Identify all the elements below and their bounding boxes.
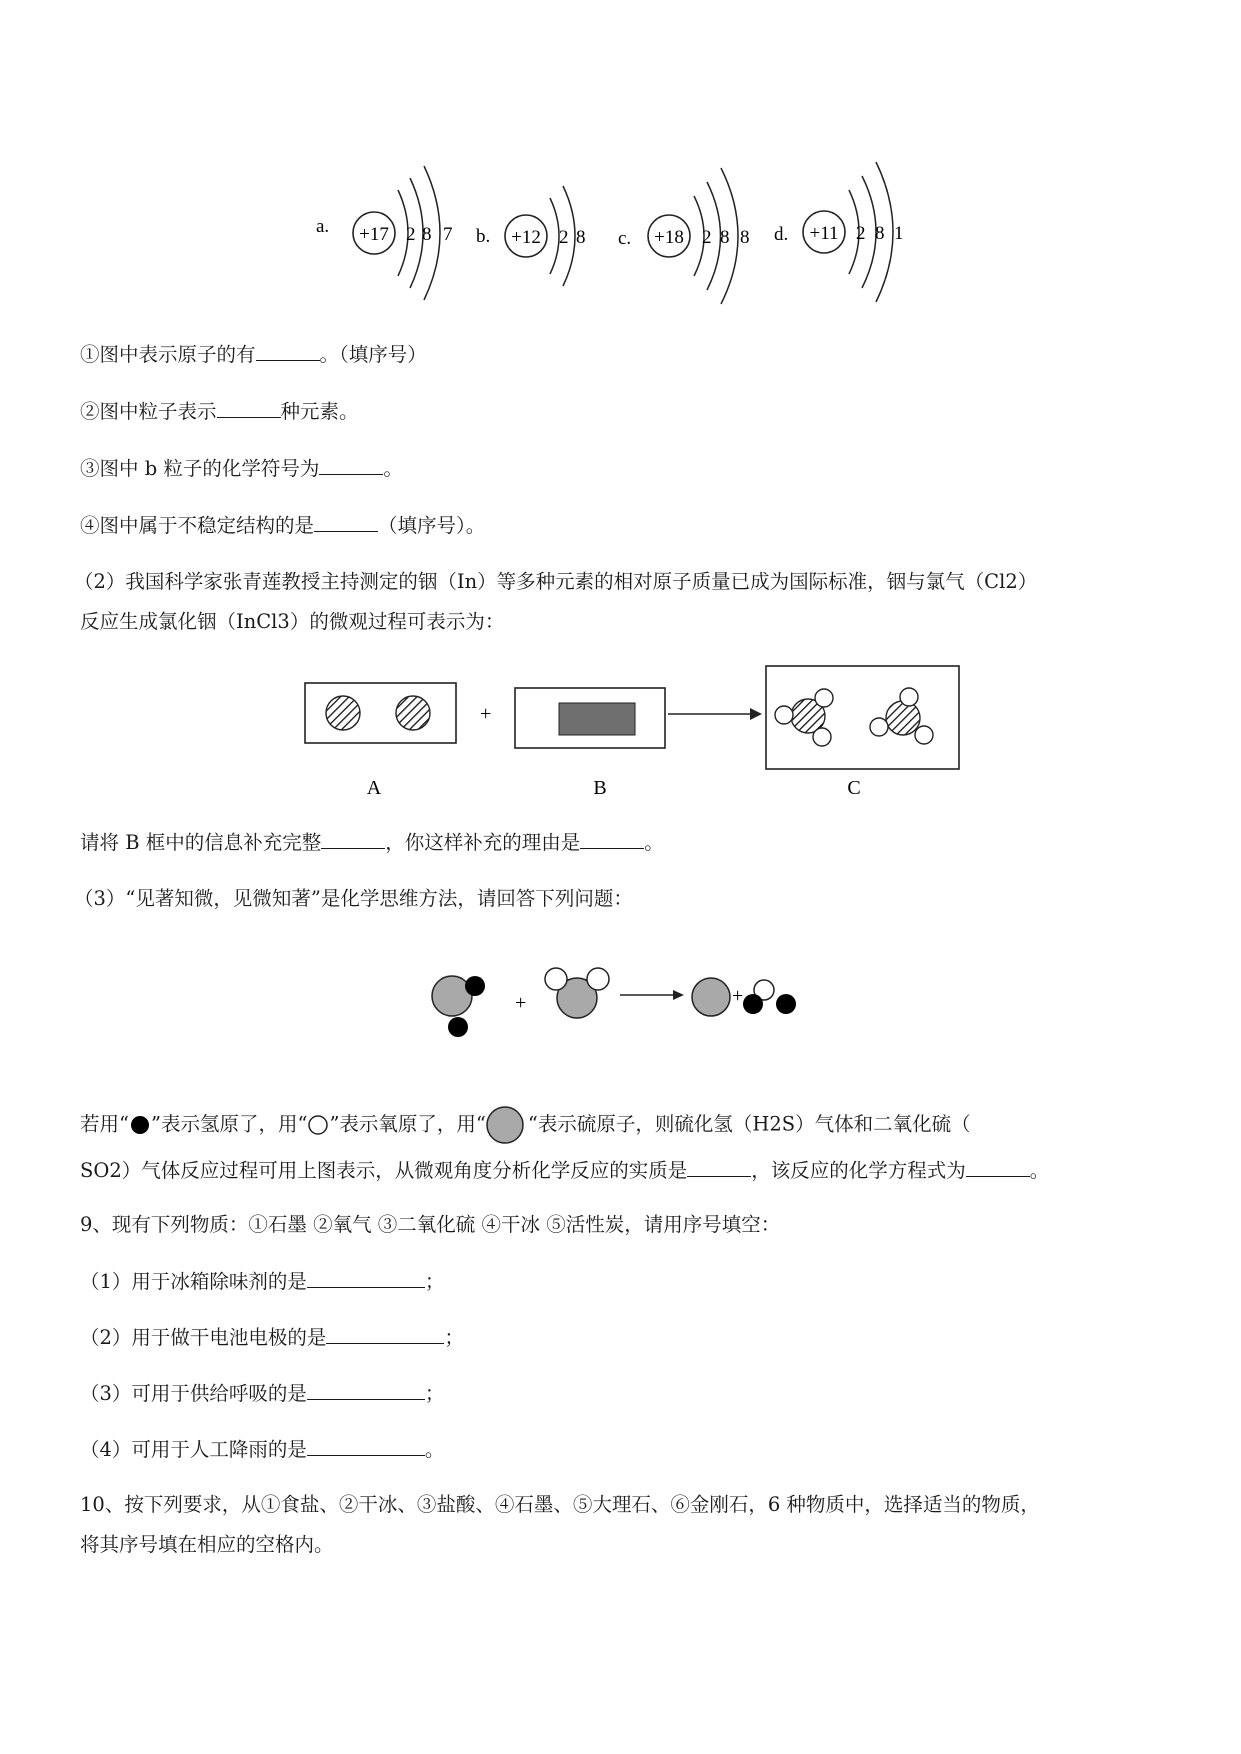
shell-electrons: 2 [856, 223, 866, 244]
atom-label: c. [618, 228, 632, 249]
hydrogen-sulfide-molecule [432, 976, 485, 1037]
water-molecule [743, 980, 796, 1014]
q1-sub4: ④图中属于不稳定结构的是 （填序号）。 [80, 514, 486, 537]
q9-item-2: （2）用于做干电池电极的是 ； [80, 1326, 464, 1349]
q1-sub1: ①图中表示原子的有 。（填序号） [80, 343, 427, 366]
box-a [305, 683, 456, 743]
answer-blank[interactable] [314, 513, 378, 532]
answer-blank[interactable] [966, 1158, 1030, 1177]
q3-question-line: SO2）气体反应过程可用上图表示，从微观角度分析化学反应的实质是 ，该反应的化学方程式为 。 [80, 1159, 1050, 1182]
q10-line1: 10、按下列要求，从①食盐、②干冰、③盐酸、④石墨、⑤大理石、⑥金刚石，6 种物质中，选择适当的物质， [80, 1493, 1040, 1516]
shell-electrons: 8 [875, 223, 885, 244]
box-c [766, 666, 959, 769]
q9-item-3: （3）可用于供给呼吸的是 ； [80, 1382, 445, 1405]
q3-intro: （3）“见著知微，见微知著”是化学思维方法，请回答下列问题： [74, 887, 633, 910]
answer-blank[interactable] [326, 1325, 444, 1344]
answer-blank[interactable] [319, 456, 383, 475]
shell-electrons: 2 [559, 227, 569, 248]
shell-electrons: 1 [894, 223, 904, 244]
box-label-a: A [366, 777, 382, 799]
atom-diagram-b [476, 186, 586, 286]
atom-diagram-d [774, 162, 904, 302]
atom-diagram-c [618, 168, 750, 304]
indium-atom [326, 696, 360, 730]
shell-electrons: 8 [422, 224, 432, 245]
arrow-icon [673, 990, 684, 1000]
atom-label: a. [316, 216, 330, 237]
box-label-c: C [847, 777, 861, 799]
q10-line2: 将其序号填在相应的空格内。 [80, 1533, 334, 1556]
q1-sub3: ③图中 b 粒子的化学符号为 。 [80, 457, 403, 480]
nucleus-charge: +17 [359, 224, 389, 245]
nucleus-charge: +11 [809, 223, 839, 244]
box-b [515, 688, 665, 748]
shell-electrons: 2 [406, 224, 416, 245]
answer-blank[interactable] [580, 830, 644, 849]
q1-sub2: ②图中粒子表示 种元素。 [80, 400, 359, 423]
answer-blank[interactable] [307, 1381, 425, 1400]
hydrogen-atom-icon [129, 1114, 151, 1136]
atom-structure-diagrams [300, 150, 920, 310]
shell-electrons: 7 [443, 224, 453, 245]
q3-legend-line: 若用“ ”表示氢原了，用“ ”表示氧原了，用“ “表示硫原子，则硫化氢（H2S）气体和二氧化硫（ [80, 1105, 971, 1145]
shell-electrons: 8 [740, 227, 750, 248]
missing-info-block [559, 703, 635, 735]
nucleus-charge: +18 [654, 227, 684, 248]
sulfur-reaction-diagram [420, 950, 820, 1040]
answer-blank[interactable] [321, 830, 385, 849]
sulfur-atom [692, 978, 730, 1016]
q2-intro-line1: （2）我国科学家张青莲教授主持测定的铟（In）等多种元素的相对原子质量已成为国际标准，铟与氯气（Cl2） [74, 570, 1038, 593]
plus-sign: + [480, 703, 492, 725]
answer-blank[interactable] [687, 1158, 751, 1177]
answer-blank[interactable] [256, 342, 320, 361]
indium-reaction-diagram [300, 660, 980, 805]
atom-diagram-a [316, 166, 453, 300]
oxygen-atom-icon [307, 1114, 329, 1136]
answer-blank[interactable] [307, 1437, 425, 1456]
answer-blank[interactable] [217, 399, 281, 418]
atom-label: b. [476, 226, 491, 247]
arrow-icon [750, 708, 762, 720]
q2-ask: 请将 B 框中的信息补充完整 ，你这样补充的理由是 。 [80, 831, 664, 854]
q9-title: 9、现有下列物质：①石墨 ②氧气 ③二氧化硫 ④干冰 ⑤活性炭，请用序号填空： [80, 1213, 781, 1236]
sulfur-atom-icon [486, 1105, 528, 1145]
plus-sign: + [515, 992, 527, 1014]
shell-electrons: 2 [702, 227, 712, 248]
plus-sign: + [732, 985, 744, 1007]
nucleus-charge: +12 [511, 227, 541, 248]
sulfur-dioxide-molecule [545, 968, 609, 1018]
q2-intro-line2: 反应生成氯化铟（InCl3）的微观过程可表示为： [80, 610, 505, 633]
q9-item-4: （4）可用于人工降雨的是 。 [80, 1438, 445, 1461]
atom-label: d. [774, 224, 789, 245]
indium-atom [396, 696, 430, 730]
box-label-b: B [593, 777, 607, 799]
shell-electrons: 8 [576, 227, 586, 248]
answer-blank[interactable] [307, 1269, 425, 1288]
shell-electrons: 8 [720, 227, 730, 248]
q9-item-1: （1）用于冰箱除味剂的是 ； [80, 1270, 445, 1293]
